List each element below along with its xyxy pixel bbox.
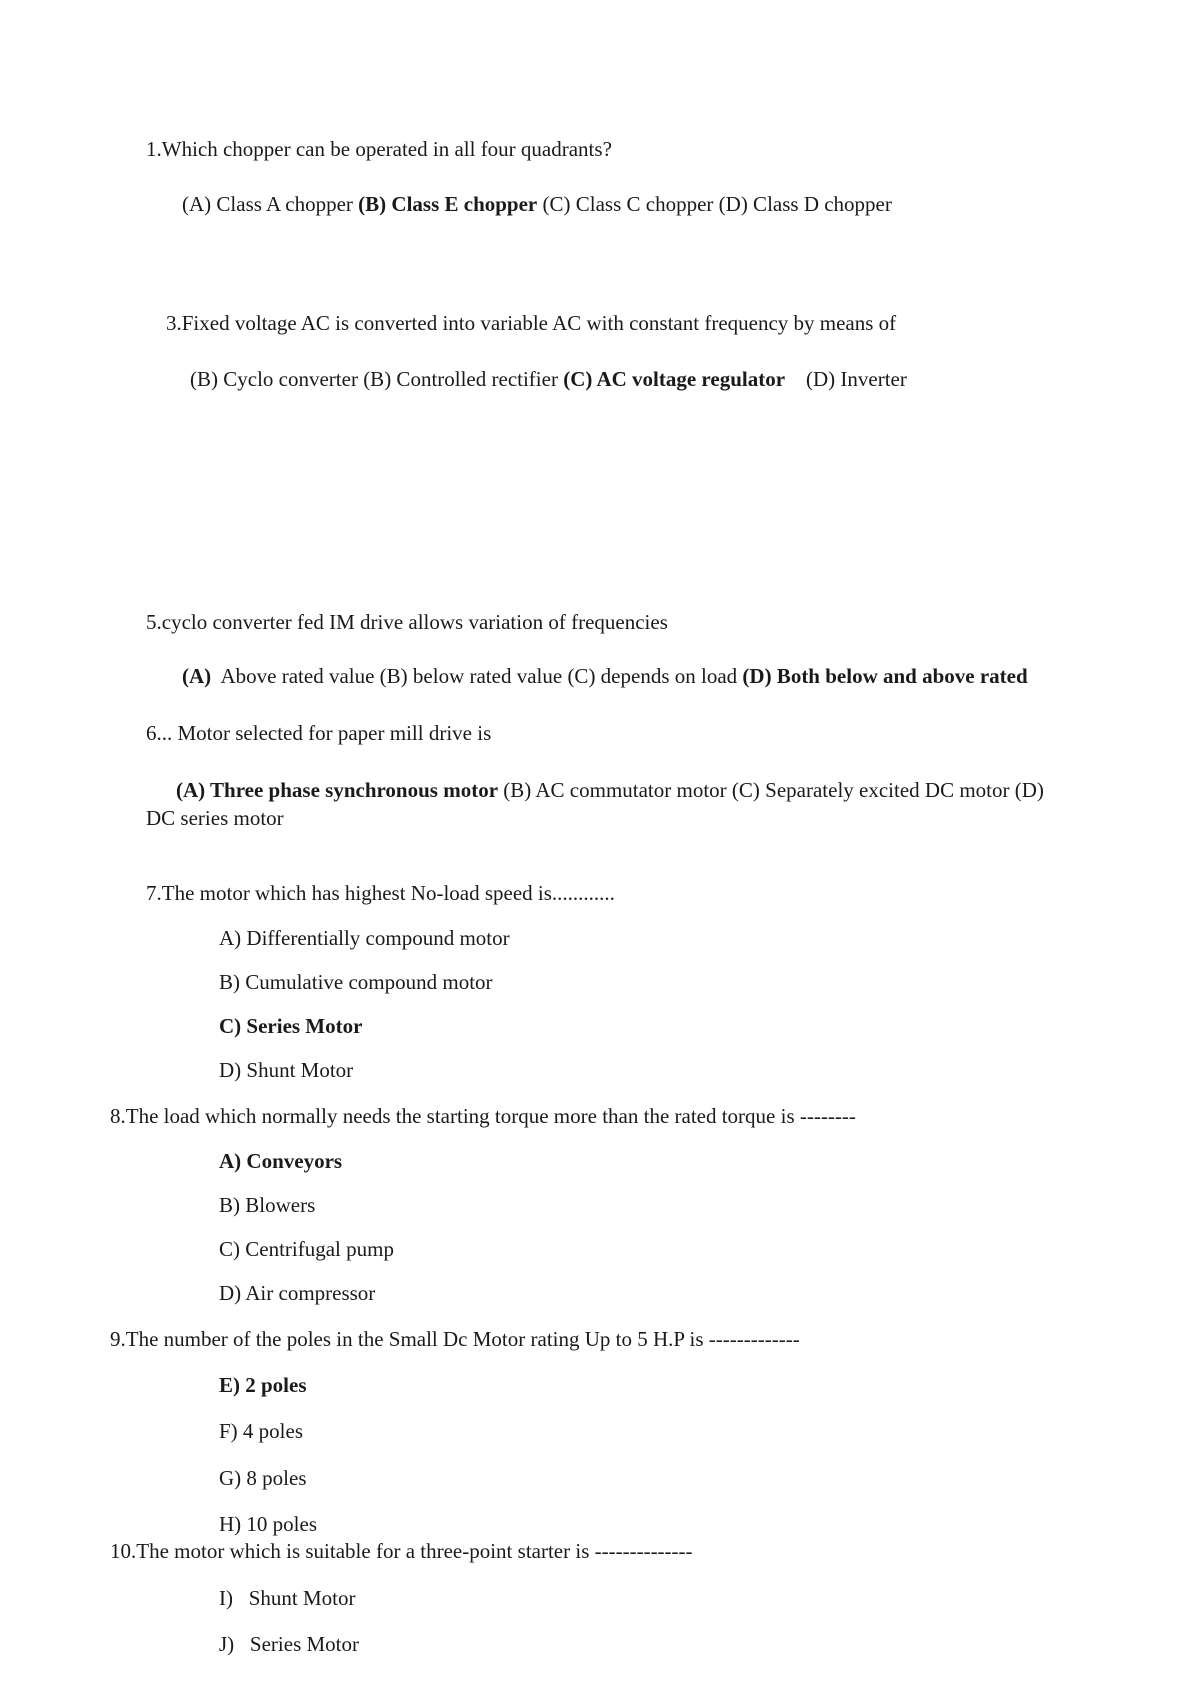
option-item: B) Cumulative compound motor: [219, 970, 493, 994]
correct-answer: (D) Both below and above rated: [742, 664, 1028, 688]
correct-answer: (B) Class E chopper: [358, 192, 538, 216]
option-item: C) Centrifugal pump: [219, 1237, 394, 1261]
correct-answer: A) Conveyors: [219, 1149, 343, 1173]
correct-answer: C) Series Motor: [219, 1014, 363, 1038]
option-item: D) Air compressor: [219, 1281, 376, 1305]
question-1-prompt: 1.Which chopper can be operated in all four quadrants?: [146, 137, 612, 161]
question-3-prompt: 3.Fixed voltage AC is converted into variable AC with constant frequency by means of: [166, 311, 897, 335]
question-9-prompt: 9.The number of the poles in the Small Dc Motor rating Up to 5 H.P is -------------: [110, 1327, 800, 1351]
option-item: A) Differentially compound motor: [219, 926, 510, 950]
question-3-options: (B) Cyclo converter (B) Controlled rectifier (C) AC voltage regulator (D) Inverter: [190, 367, 907, 391]
option-item: J) Series Motor: [219, 1632, 359, 1656]
question-6-prompt: 6... Motor selected for paper mill drive is: [146, 721, 492, 745]
correct-answer: (C) AC voltage regulator: [563, 367, 786, 391]
question-5-prompt: 5.cyclo converter fed IM drive allows variation of frequencies: [146, 610, 668, 634]
question-7-prompt: 7.The motor which has highest No-load speed is............: [146, 881, 615, 905]
question-8-prompt: 8.The load which normally needs the starting torque more than the rated torque is --------: [110, 1104, 856, 1128]
question-10-prompt: 10.The motor which is suitable for a three-point starter is --------------: [110, 1539, 693, 1563]
correct-answer: (A) Three phase synchronous motor: [176, 778, 499, 802]
option-item: B) Blowers: [219, 1193, 316, 1217]
option-item: I) Shunt Motor: [219, 1586, 356, 1610]
option-item: F) 4 poles: [219, 1419, 303, 1443]
option-item: G) 8 poles: [219, 1466, 307, 1490]
correct-answer: E) 2 poles: [219, 1373, 307, 1397]
question-1-options: (A) Class A chopper (B) Class E chopper (C) Class C chopper (D) Class D chopper: [182, 192, 892, 216]
question-5-options: (A) Above rated value (B) below rated value (C) depends on load (D) Both below and above rated: [182, 664, 1028, 688]
option-item: D) Shunt Motor: [219, 1058, 354, 1082]
question-6-options: (A) Three phase synchronous motor (B) AC commutator motor (C) Separately excited DC motor (D) DC series motor: [146, 778, 1044, 830]
option-item: H) 10 poles: [219, 1512, 317, 1536]
